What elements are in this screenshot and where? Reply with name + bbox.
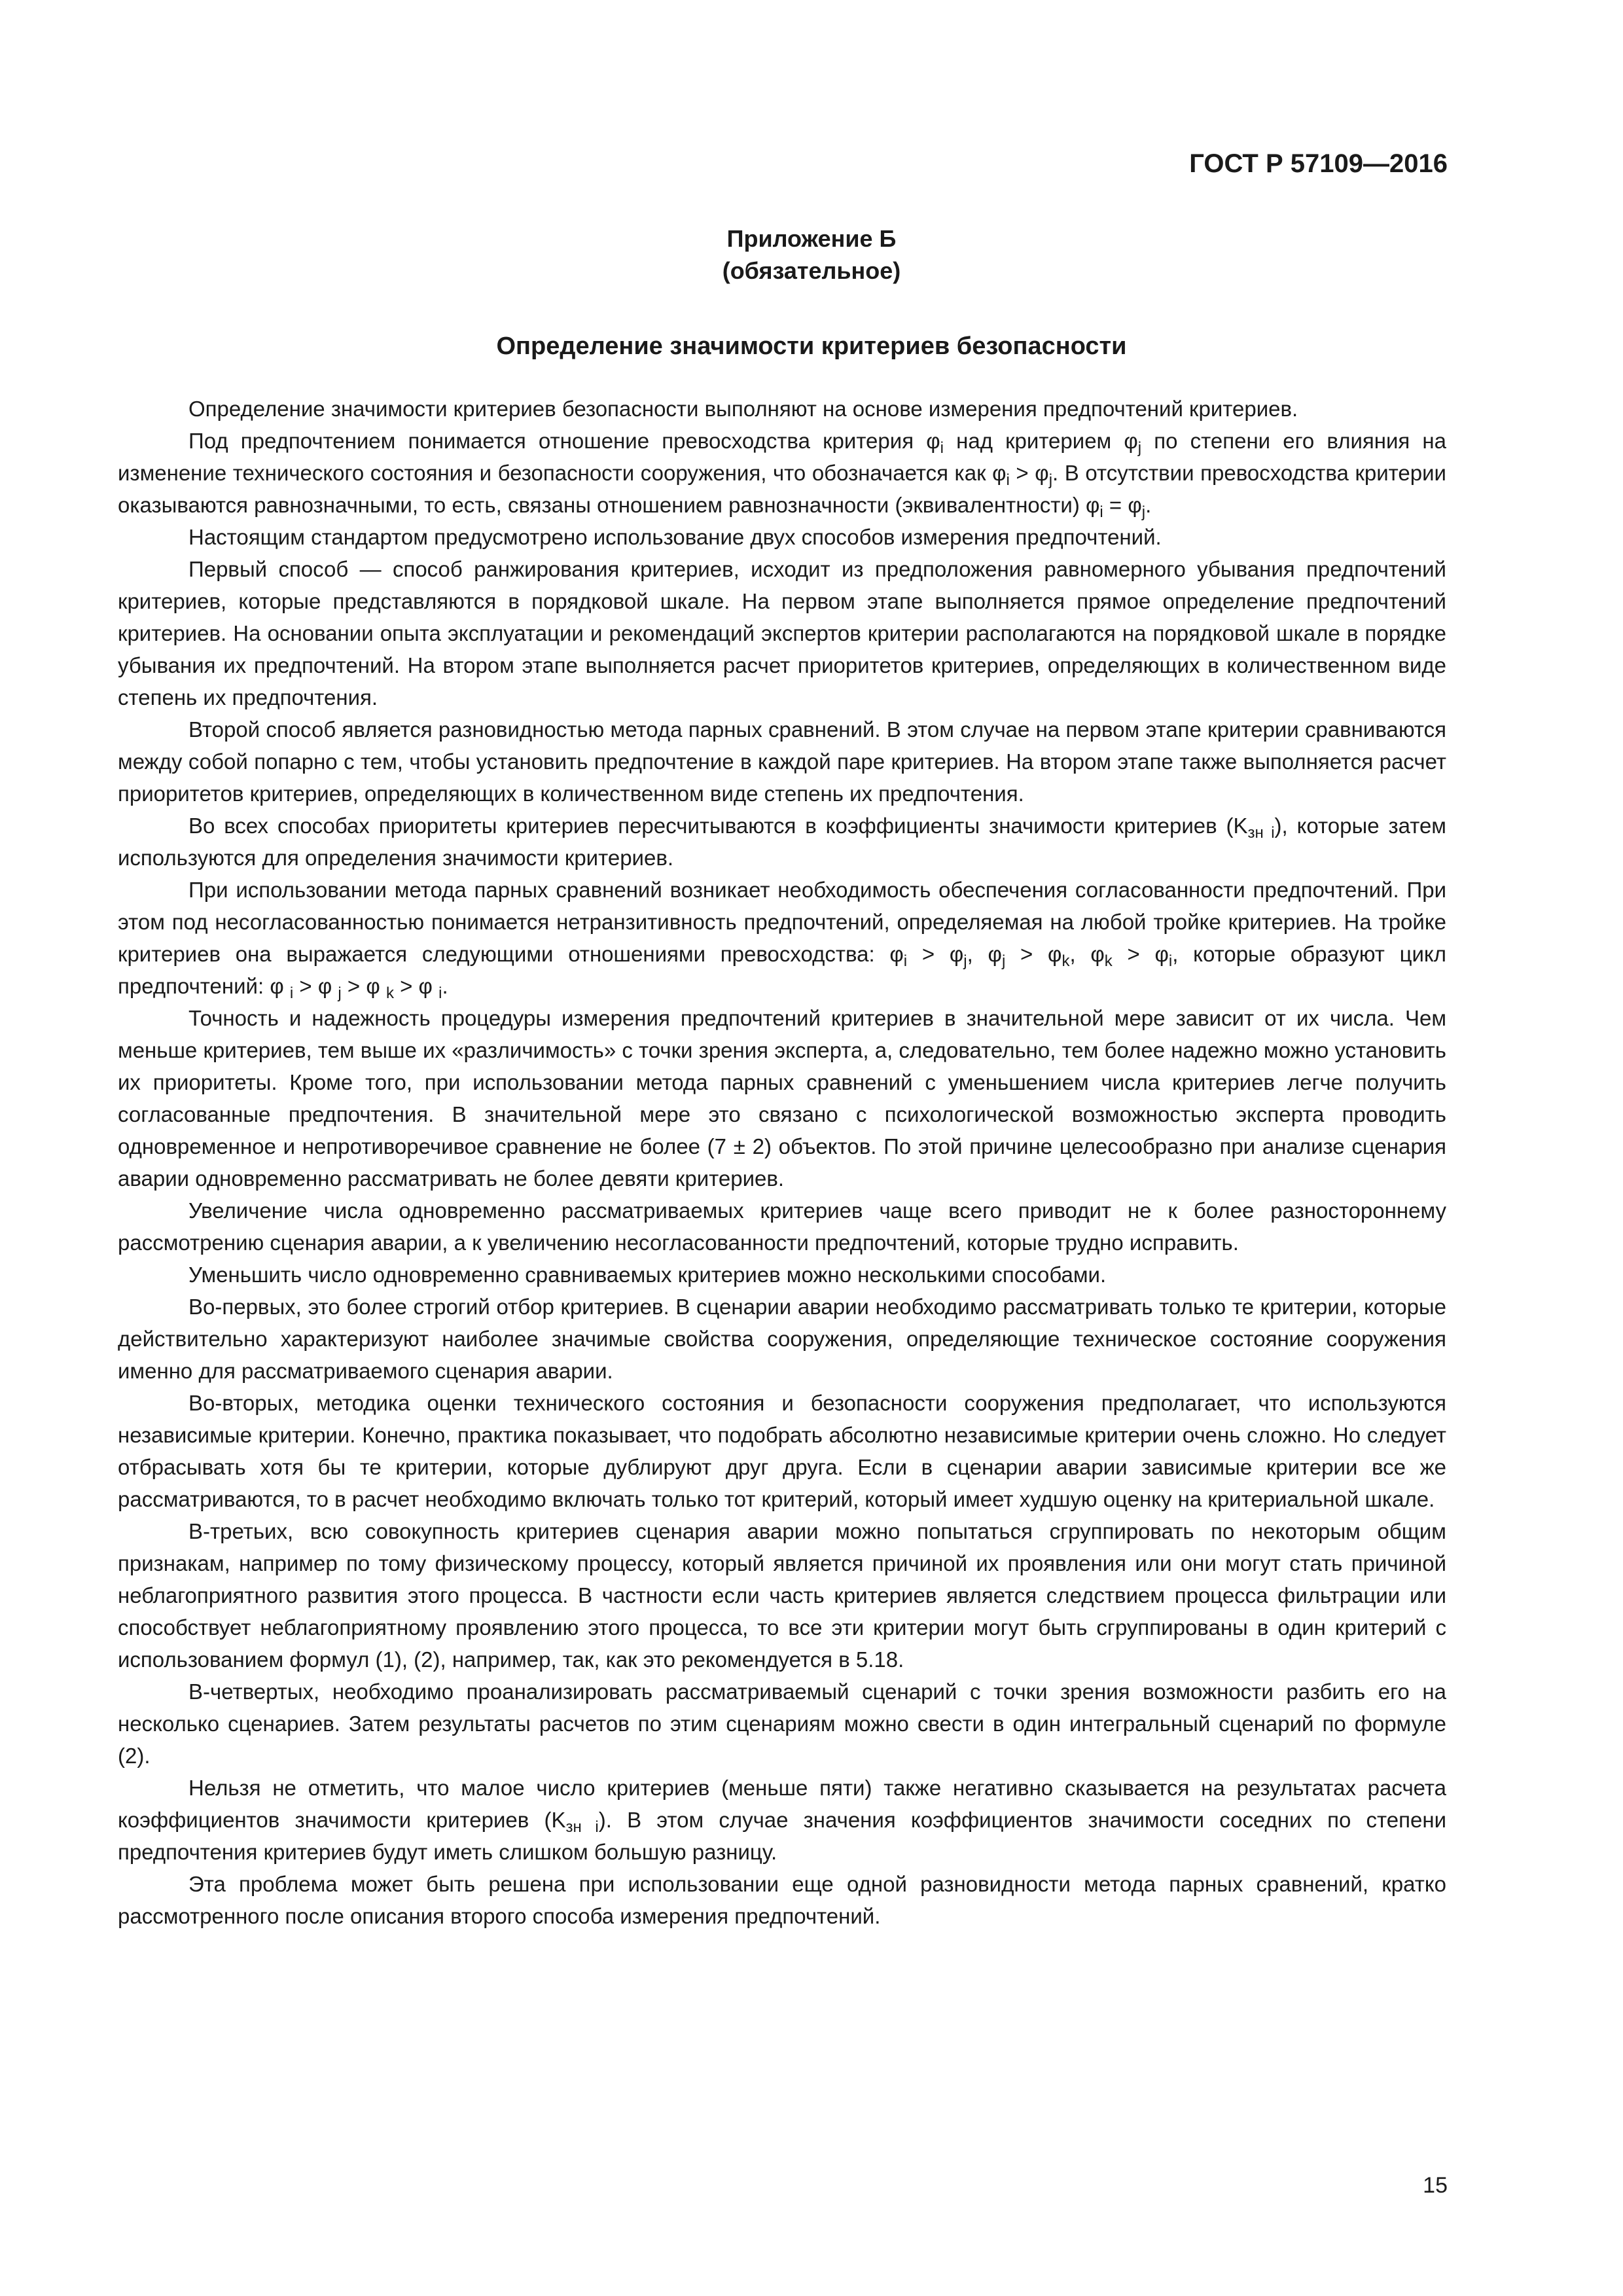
text-run: В-четвертых, необходимо проанализировать рассматриваемый сценарий с точки зрения возможности разбить его на несколько сценариев. Затем результаты расчетов по этим сценариям можно свести в один интегральный сценарий по формуле (2). [118, 1679, 1446, 1768]
appendix-block [0, 223, 1623, 287]
paragraph [118, 1868, 1446, 1932]
subscript: j [1048, 471, 1053, 489]
subscript: зн i [565, 1818, 599, 1836]
subscript: i [1006, 471, 1010, 489]
text-run: Определение значимости критериев безопасности выполняют на основе измерения предпочтений критериев. [188, 397, 1298, 421]
text-run: Второй способ является разновидностью метода парных сравнений. В этом случае на первом этапе критерии сравниваются между собой попарно с тем, чтобы установить предпочтение в каждой паре критериев. На втором этапе также выполняется расчет приоритетов критериев, определяющих в количественном виде степень их предпочтения. [118, 717, 1446, 806]
paragraph [118, 393, 1446, 425]
text-run: При использовании метода парных сравнений возникает необходимость обеспечения согласованности предпочтений. При этом под несогласованностью понимается нетранзитивность предпочтений, определяемая на любой тройке критериев. На тройке критериев она выражается следующими отношениями превосходства: φ [118, 878, 1446, 966]
text-run: , φ [1069, 942, 1105, 966]
text-run: Уменьшить число одновременно сравниваемых критериев можно несколькими способами. [188, 1263, 1107, 1287]
text-run: ), которые затем используются для определения значимости критериев. [118, 814, 1446, 870]
text-run: > φ [293, 974, 338, 998]
subscript: j [1141, 503, 1146, 521]
text-run: над критерием φ [943, 429, 1138, 453]
text-run: . В отсутствии превосходства критерии оказываются равнозначными, то есть, связаны отношением равнозначности (эквивалентности) φ [118, 461, 1446, 517]
text-run: по степени его влияния на изменение технического состояния и безопасности сооружения, что обозначается как φ [118, 429, 1446, 485]
paragraph [118, 1772, 1446, 1868]
text-run: > φ [1009, 461, 1049, 485]
text-run: Во всех способах приоритеты критериев пересчитываются в коэффициенты значимости критериев (K [188, 814, 1248, 838]
page-number: 15 [1423, 2173, 1448, 2198]
text-run: ). В этом случае значения коэффициентов значимости соседних по степени предпочтения критериев будут иметь слишком большую разницу. [118, 1808, 1446, 1864]
paragraph [118, 425, 1446, 521]
subscript: k [385, 984, 394, 1002]
text-run: = φ [1103, 493, 1142, 517]
text-run: Первый способ — способ ранжирования критериев, исходит из предположения равномерного убывания предпочтений критериев, которые представляются в порядковой шкале. На первом этапе выполняется прямое определение предпочтений критериев. На основании опыта эксплуатации и рекомендаций экспертов критерии располагаются на порядковой шкале в порядке убывания их предпочтений. На втором этапе выполняется расчет приоритетов критериев, определяющих в количественном виде степень их предпочтения. [118, 557, 1446, 709]
paragraph [118, 1002, 1446, 1194]
document-code: ГОСТ Р 57109—2016 [1189, 149, 1448, 178]
text-run: . [442, 974, 448, 998]
paragraph [118, 1194, 1446, 1259]
paragraph [118, 521, 1446, 553]
subscript: i [903, 952, 908, 970]
text-run: Во-первых, это более строгий отбор критериев. В сценарии аварии необходимо рассматривать только те критерии, которые действительно характеризуют наиболее значимые свойства сооружения, определяющие техническое состояние сооружения именно для рассматриваемого сценария аварии. [118, 1295, 1446, 1383]
subscript: j [1137, 439, 1142, 457]
subscript: j [963, 952, 967, 970]
text-run: Точность и надежность процедуры измерения предпочтений критериев в значительной мере зависит от их числа. Чем меньше критериев, тем выше их «различимость» с точки зрения эксперта, а, следовательно, тем более надежно можно установить их приоритеты. Кроме того, при использовании метода парных сравнений с уменьшением числа критериев легче получить согласованные предпочтения. В значительной мере это связано с психологической возможностью эксперта проводить одновременное и непротиворечивое сравнение не более (7 ± 2) объектов. По этой причине целесообразно при анализе сценария аварии одновременно рассматривать не более девяти критериев. [118, 1006, 1446, 1191]
paragraph [118, 1387, 1446, 1515]
subscript: k [1061, 952, 1070, 970]
text-run: Нельзя не отметить, что малое число критериев (меньше пяти) также негативно сказывается на результатах расчета коэффициентов значимости критериев (K [118, 1776, 1446, 1832]
subscript: i [940, 439, 944, 457]
subscript: i [438, 984, 442, 1002]
subscript: i [1168, 952, 1173, 970]
paragraph [118, 1259, 1446, 1291]
text-run: > φ [907, 942, 964, 966]
text-run: Эта проблема может быть решена при использовании еще одной разновидности метода парных сравнений, кратко рассмотренного после описания второго способа измерения предпочтений. [118, 1872, 1446, 1928]
appendix-title: Приложение Б [726, 225, 897, 252]
subscript: j [338, 984, 342, 1002]
subscript: i [1099, 503, 1103, 521]
paragraph [118, 1291, 1446, 1387]
text-run: Под предпочтением понимается отношение превосходства критерия φ [188, 429, 940, 453]
paragraph [118, 713, 1446, 810]
subscript: j [1001, 952, 1006, 970]
paragraph [118, 1676, 1446, 1772]
text-run: , φ [967, 942, 1002, 966]
body-text [118, 393, 1446, 1932]
paragraph [118, 810, 1446, 874]
text-run: Во-вторых, методика оценки технического состояния и безопасности сооружения предполагает, что используются независимые критерии. Конечно, практика показывает, что подобрать абсолютно независимые критерии очень сложно. Но следует отбрасывать хотя бы те критерии, которые дублируют друг друга. Если в сценарии аварии зависимые критерии все же рассматриваются, то в расчет необходимо включать только тот критерий, который имеет худшую оценку на критериальной шкале. [118, 1391, 1446, 1511]
text-run: Увеличение числа одновременно рассматриваемых критериев чаще всего приводит не к более разностороннему рассмотрению сценария аварии, а к увеличению несогласованности предпочтений, которые трудно исправить. [118, 1198, 1446, 1255]
text-run: > φ [393, 974, 439, 998]
text-run: > φ [1112, 942, 1169, 966]
paragraph [118, 1515, 1446, 1676]
paragraph [118, 553, 1446, 713]
section-heading: Определение значимости критериев безопасности [496, 332, 1127, 360]
text-run: , которые образуют цикл предпочтений: φ [118, 942, 1446, 998]
subscript: k [1104, 952, 1113, 970]
text-run: Настоящим стандартом предусмотрено использование двух способов измерения предпочтений. [188, 525, 1162, 549]
subscript: i [289, 984, 294, 1002]
subscript: зн i [1247, 824, 1275, 842]
appendix-subtitle: (обязательное) [722, 257, 901, 284]
text-run: . [1145, 493, 1152, 517]
text-run: > φ [1005, 942, 1062, 966]
text-run: В-третьих, всю совокупность критериев сценария аварии можно попытаться сгруппировать по некоторым общим признакам, например по тому физическому процессу, который является причиной их проявления или они могут стать причиной неблагоприятного развития этого процесса. В частности если часть критериев является следствием процесса фильтрации или способствует неблагоприятному проявлению этого процесса, то все эти критерии могут быть сгруппированы в один критерий с использованием формул (1), (2), например, так, как это рекомендуется в 5.18. [118, 1519, 1446, 1672]
text-run: > φ [341, 974, 386, 998]
paragraph [118, 874, 1446, 1002]
